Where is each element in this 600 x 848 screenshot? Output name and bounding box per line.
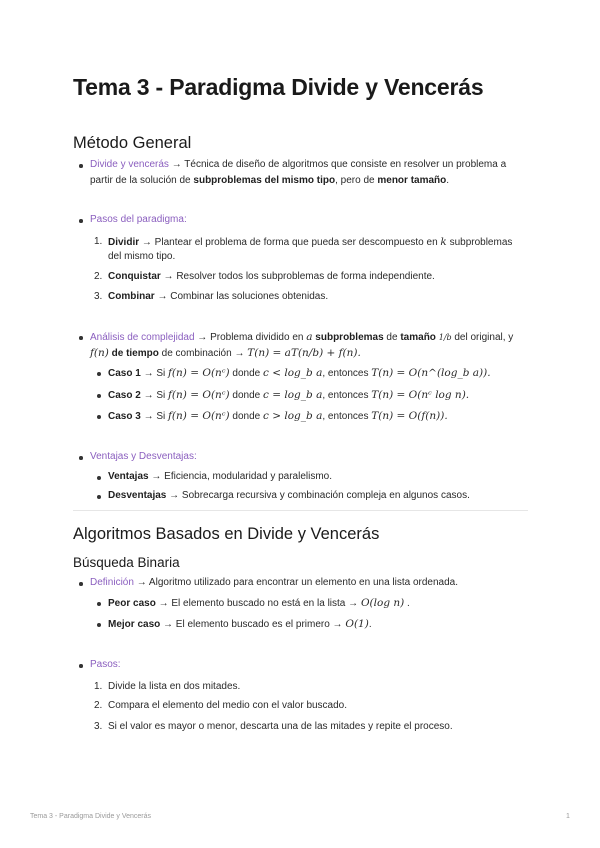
- dyv-line-2: [90, 174, 449, 188]
- desventajas-bold: Desventajas: [108, 490, 167, 501]
- math-f: f(n): [90, 347, 109, 359]
- peor-caso-end: .: [404, 598, 410, 609]
- bullet: [97, 476, 101, 480]
- footer-page-number: 1: [566, 813, 570, 820]
- analisis-text-3: del original, y: [451, 332, 514, 343]
- step-number: 1.: [94, 681, 103, 692]
- analisis-text-4: de combinación →: [158, 348, 248, 359]
- divider: [73, 510, 528, 511]
- math-recurrence: T(n) = aT(n/b) + f(n).: [247, 347, 361, 359]
- dyv-label: Divide y vencerás: [90, 159, 169, 170]
- math: f(n) = O(nᶜ): [168, 410, 230, 422]
- bullet: [97, 394, 101, 398]
- dyv-bold-1: subproblemas del mismo tipo: [193, 175, 336, 186]
- dyv-text: → Técnica de diseño de algoritmos que consiste en resolver un problema a: [168, 159, 507, 170]
- bullet: [79, 456, 83, 460]
- mejor-caso-text: → El elemento buscado es el primero →: [160, 619, 346, 630]
- caso-bold: Caso 2: [108, 390, 141, 401]
- peor-caso: [108, 596, 410, 611]
- bullet: [97, 495, 101, 499]
- analisis-bold: subproblemas: [315, 332, 384, 343]
- bullet: [97, 602, 101, 606]
- footer-title: Tema 3 - Paradigma Divide y Vencerás: [30, 813, 151, 820]
- section-heading-algoritmos: Algoritmos Basados en Divide y Vencerás: [73, 525, 380, 543]
- step-bold: Conquistar: [108, 271, 161, 282]
- dyv-text-2a: partir de la solución de: [90, 175, 194, 186]
- math: c > log_b a: [263, 410, 323, 422]
- math-frac: 1/b: [438, 333, 452, 342]
- step-combinar: [108, 290, 328, 304]
- pasos-bb-label: Pasos:: [90, 659, 121, 670]
- caso-text-3: , entonces: [322, 390, 372, 401]
- math-a: a: [306, 331, 313, 343]
- peor-caso-bold: Peor caso: [108, 598, 156, 609]
- ventajas-bold: Ventajas: [108, 471, 149, 482]
- desventajas-item: [108, 489, 470, 503]
- peor-caso-text: → El elemento buscado no está en la lista →: [155, 598, 361, 609]
- step-dividir: [108, 235, 512, 250]
- math: c = log_b a: [263, 389, 323, 401]
- math: c < log_b a: [263, 367, 323, 379]
- dyv-text-2b: , pero de: [335, 175, 378, 186]
- bullet: [97, 415, 101, 419]
- step-number: 2.: [94, 271, 103, 282]
- analisis-bold-3: de tiempo: [111, 348, 159, 359]
- definicion-label: Definición: [90, 577, 134, 588]
- analisis-line-2: [90, 346, 361, 361]
- step-bold: Dividir: [108, 237, 140, 248]
- bullet: [79, 664, 83, 668]
- step-number: 2.: [94, 700, 103, 711]
- math-o1: O(1): [345, 618, 369, 630]
- bb-step: Divide la lista en dos mitades.: [108, 681, 241, 692]
- ventajas-item: [108, 470, 332, 484]
- bullet: [79, 336, 83, 340]
- caso-1: [108, 366, 491, 381]
- caso-3: [108, 409, 448, 424]
- bullet: [97, 623, 101, 627]
- analisis-bold-2: tamaño: [400, 332, 436, 343]
- step-text: → Plantear el problema de forma que pueda ser descompuesto en: [139, 237, 441, 248]
- caso-text-2: donde: [229, 411, 263, 422]
- step-number: 3.: [94, 291, 103, 302]
- mejor-caso-end: .: [368, 619, 372, 630]
- step-bold: Combinar: [108, 291, 155, 302]
- math: f(n) = O(nᶜ): [168, 367, 230, 379]
- step-text: → Resolver todos los subproblemas de forma independiente.: [160, 271, 435, 282]
- mejor-caso: [108, 617, 372, 632]
- caso-bold: Caso 3: [108, 411, 141, 422]
- dyv-line-1: [90, 158, 506, 172]
- page-title: Tema 3 - Paradigma Divide y Vencerás: [73, 74, 484, 100]
- subheading-busqueda: Búsqueda Binaria: [73, 555, 180, 570]
- bullet: [97, 372, 101, 376]
- math: f(n) = O(nᶜ): [168, 389, 230, 401]
- caso-text-3: , entonces: [322, 411, 372, 422]
- math: T(n) = O(n^(log_b a)).: [371, 367, 491, 379]
- math-log: O(log n): [360, 597, 405, 609]
- section-heading-metodo: Método General: [73, 134, 192, 152]
- step-text: → Combinar las soluciones obtenidas.: [154, 291, 329, 302]
- math: T(n) = O(f(n)).: [371, 410, 448, 422]
- step-number: 3.: [94, 721, 103, 732]
- caso-text: → Si: [140, 411, 169, 422]
- bullet: [79, 582, 83, 586]
- step-text-2: subproblemas: [446, 237, 513, 248]
- desventajas-text: → Sobrecarga recursiva y combinación compleja en algunos casos.: [166, 490, 470, 501]
- caso-text: → Si: [140, 368, 169, 379]
- caso-2: [108, 388, 469, 403]
- dyv-text-2c: .: [446, 175, 450, 186]
- step-dividir-cont: del mismo tipo.: [108, 251, 176, 262]
- step-conquistar: [108, 270, 435, 284]
- caso-text-3: , entonces: [322, 368, 372, 379]
- dyv-bold-2: menor tamaño: [377, 175, 447, 186]
- caso-text: → Si: [140, 390, 169, 401]
- definicion-text: → Algoritmo utilizado para encontrar un elemento en una lista ordenada.: [133, 577, 459, 588]
- analisis-line-1: [90, 330, 513, 345]
- bullet: [79, 164, 83, 168]
- caso-bold: Caso 1: [108, 368, 141, 379]
- bb-step: Compara el elemento del medio con el valor buscado.: [108, 700, 348, 711]
- caso-text-2: donde: [229, 368, 263, 379]
- mejor-caso-bold: Mejor caso: [108, 619, 161, 630]
- analisis-text: → Problema dividido en: [194, 332, 307, 343]
- step-number: 1.: [94, 236, 103, 247]
- ventajas-label: Ventajas y Desventajas:: [90, 451, 197, 462]
- math-k: k: [440, 236, 447, 248]
- definicion-line: [90, 576, 458, 590]
- analisis-label: Análisis de complejidad: [90, 332, 195, 343]
- analisis-text-2: de: [383, 332, 401, 343]
- ventajas-text: → Eficiencia, modularidad y paralelismo.: [148, 471, 333, 482]
- bb-step: Si el valor es mayor o menor, descarta una de las mitades y repite el proceso.: [108, 721, 453, 732]
- pasos-label: Pasos del paradigma:: [90, 214, 187, 225]
- bullet: [79, 219, 83, 223]
- math: T(n) = O(nᶜ log n).: [371, 389, 470, 401]
- caso-text-2: donde: [229, 390, 263, 401]
